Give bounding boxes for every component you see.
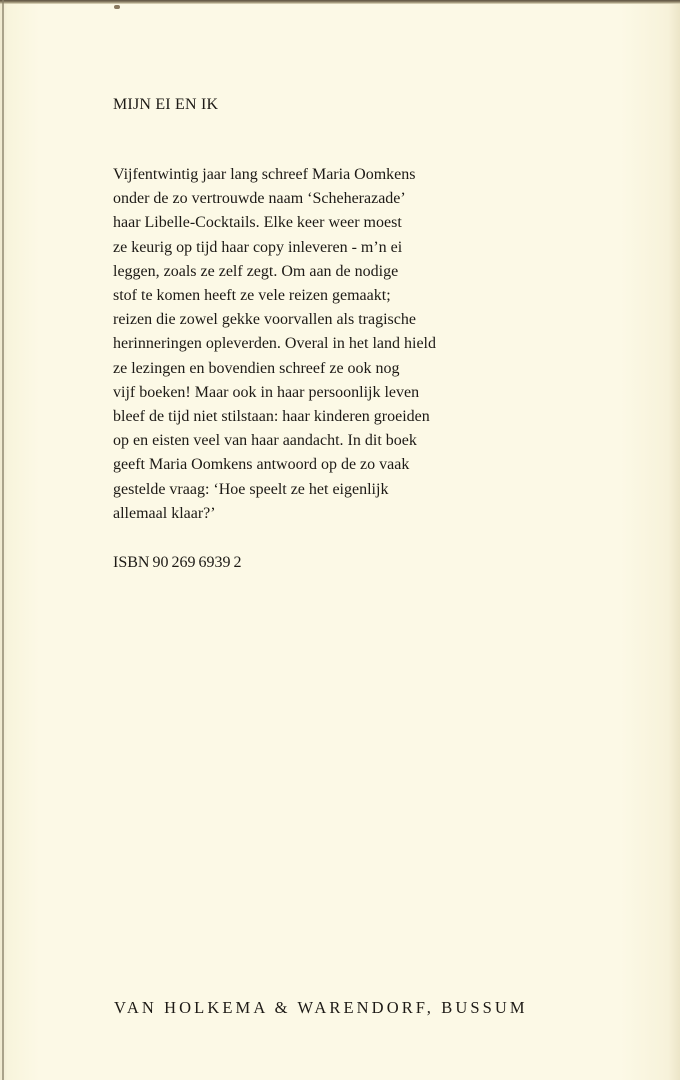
blurb-line: gestelde vraag: ‘Hoe speelt ze het eigenlijk xyxy=(113,480,389,498)
blurb-line: allemaal klaar?’ xyxy=(113,504,216,522)
blurb-line: geeft Maria Oomkens antwoord op de zo vaak xyxy=(113,456,410,474)
blurb-line: haar Libelle-Cocktails. Elke keer weer moest xyxy=(113,214,402,232)
book-title: MIJN EI EN IK xyxy=(113,96,219,113)
blurb-line: ze lezingen en bovendien schreef ze ook nog xyxy=(113,359,400,377)
isbn: ISBN 90 269 6939 2 xyxy=(113,554,242,571)
blurb-line: bleef de tijd niet stilstaan: haar kinderen groeiden xyxy=(113,408,430,426)
blurb-line: Vijfentwintig jaar lang schreef Maria Oomkens xyxy=(113,166,416,183)
cover-left-edge xyxy=(2,0,4,1080)
blurb-line: stof te komen heeft ze vele reizen gemaakt; xyxy=(113,287,391,305)
blurb-line: vijf boeken! Maar ook in haar persoonlijk leven xyxy=(113,383,420,401)
blurb-line: herinneringen opleverden. Overal in het land hield xyxy=(113,335,436,353)
blurb-line: ze keurig op tijd haar copy inleveren - m’n ei xyxy=(113,238,403,256)
cover-top-edge xyxy=(0,0,680,4)
paper-speck xyxy=(114,5,120,9)
blurb-line: reizen die zowel gekke voorvallen als tragische xyxy=(113,311,416,329)
publisher-imprint: VAN HOLKEMA & WARENDORF, BUSSUM xyxy=(114,998,528,1017)
blurb-line: onder de zo vertrouwde naam ‘Scheherazade’ xyxy=(113,190,406,208)
blurb-line: op en eisten veel van haar aandacht. In dit boek xyxy=(113,432,417,450)
blurb-line: leggen, zoals ze zelf zegt. Om aan de nodige xyxy=(113,262,399,280)
blurb-text xyxy=(113,163,513,526)
